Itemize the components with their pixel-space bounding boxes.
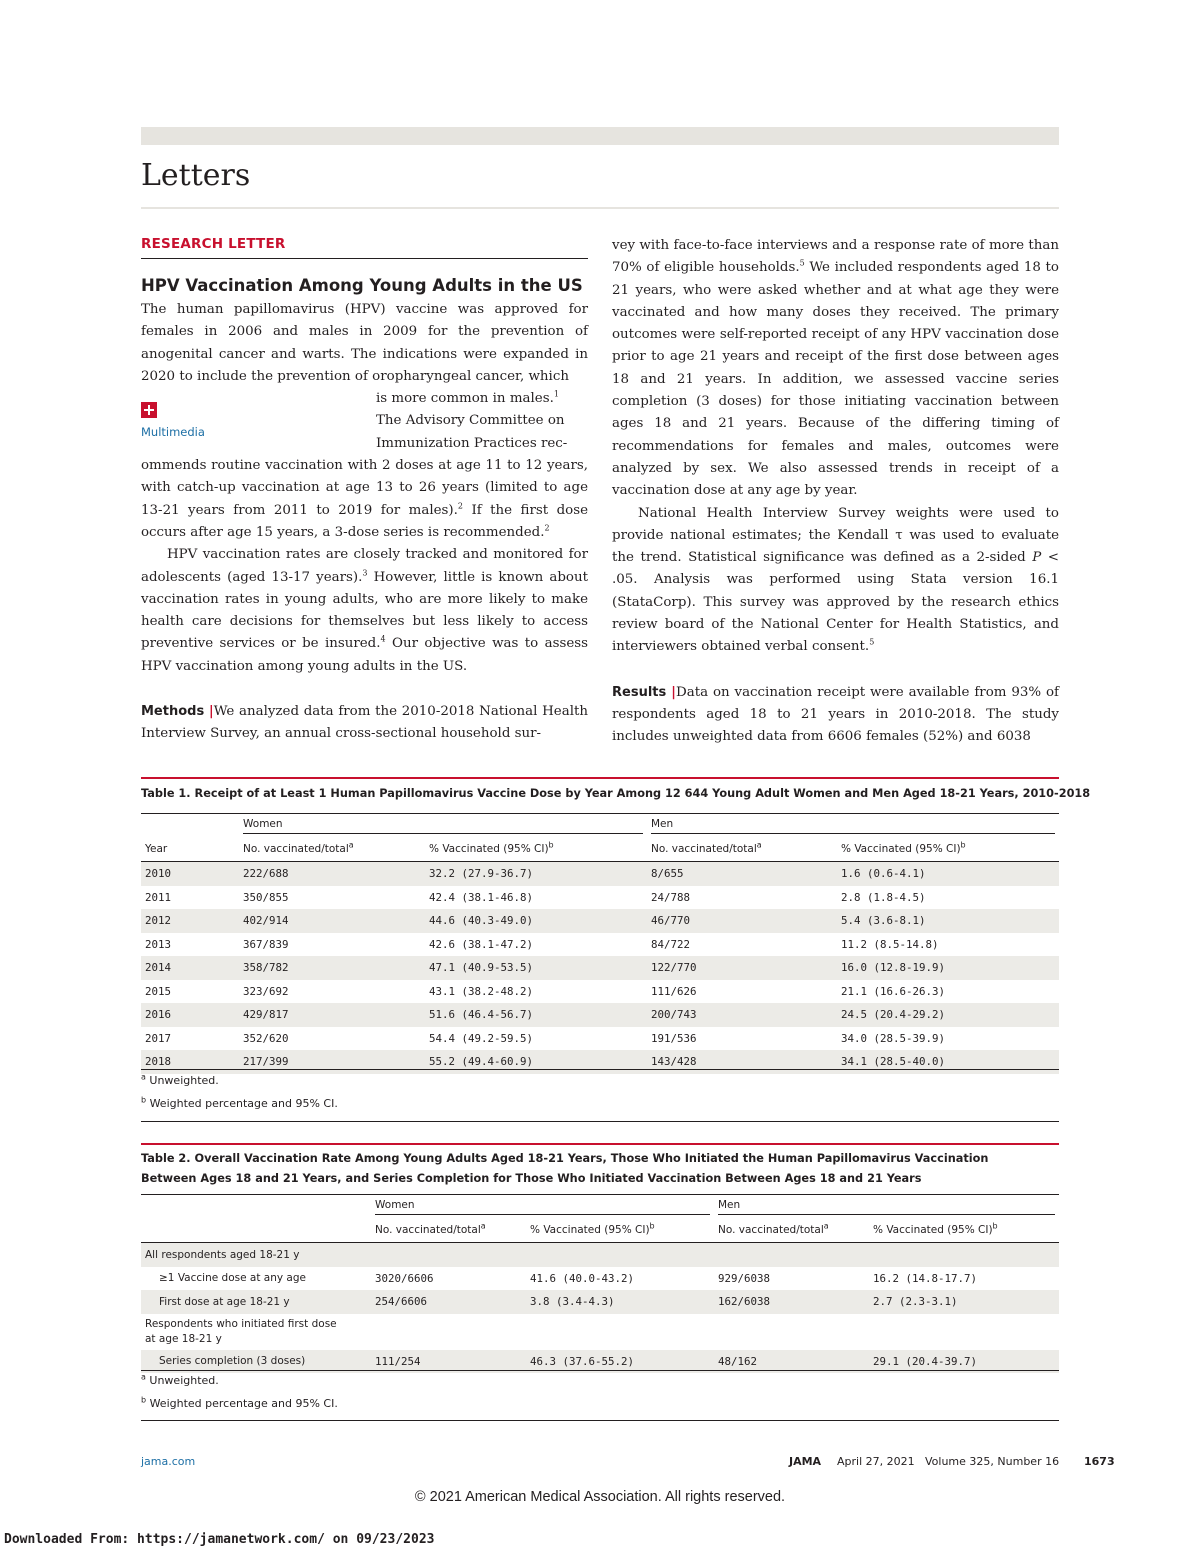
table-section-row bbox=[141, 1243, 1059, 1267]
table2-section-initiated bbox=[141, 1314, 1059, 1350]
cell-men-pct: 29.1 (20.4-39.7) bbox=[869, 1350, 1059, 1374]
cell-men-no: 191/536 bbox=[651, 1031, 697, 1045]
footer-journal: JAMA bbox=[789, 1455, 822, 1468]
methods-heading: Methods bbox=[141, 704, 205, 720]
cell-women-pct: 55.2 (49.4-60.9) bbox=[425, 1050, 647, 1074]
cell-women-pct: 47.1 (40.9-53.5) bbox=[425, 956, 647, 980]
table2-header-row bbox=[141, 1219, 1059, 1243]
footnote-text: Weighted percentage and 95% CI. bbox=[149, 1097, 338, 1110]
table2-section-all-respondents: All respondents aged 18-21 y bbox=[141, 1243, 1059, 1267]
cell-year: 2018 bbox=[141, 1050, 239, 1074]
table2-label: Table 2. bbox=[141, 1152, 191, 1165]
cell-women-no: 217/399 bbox=[239, 1050, 425, 1074]
col-no-label: No. vaccinated/total bbox=[718, 1224, 824, 1237]
cell-women-no: 358/782 bbox=[239, 956, 425, 980]
table1-label: Table 1. bbox=[141, 787, 191, 800]
footer-url-link[interactable]: jama.com bbox=[141, 1455, 196, 1468]
cell-men-pct: 34.0 (28.5-39.9) bbox=[841, 1031, 946, 1045]
table-row bbox=[141, 909, 1059, 933]
table1-col-women-no bbox=[239, 838, 425, 862]
col-pct-label: % Vaccinated (95% CI) bbox=[873, 1224, 993, 1237]
cell-men-no: 84/722 bbox=[651, 937, 691, 951]
cell-year: 2016 bbox=[141, 1003, 239, 1027]
intro-text-d: If the first dose occurs after age 15 years, a 3-dose series is recommended. bbox=[141, 502, 589, 540]
cell-women-no: 254/6606 bbox=[371, 1290, 526, 1314]
footnote-marker: b bbox=[141, 1395, 147, 1405]
col-no-label: No. vaccinated/total bbox=[651, 843, 757, 856]
cell-women-no: 222/688 bbox=[239, 862, 425, 886]
cell-men-no: 111/626 bbox=[651, 984, 697, 998]
cell-men-no: 24/788 bbox=[651, 890, 691, 904]
left-column bbox=[141, 299, 588, 746]
section2-line-1: Respondents who initiated first dose bbox=[145, 1317, 337, 1330]
col-pct-label: % Vaccinated (95% CI) bbox=[530, 1224, 650, 1237]
table2-footnote-b bbox=[141, 1397, 338, 1410]
cell-women-pct: 32.2 (27.9-36.7) bbox=[425, 862, 647, 886]
cell-men-no: 143/428 bbox=[647, 1050, 837, 1074]
paragraph-2 bbox=[141, 544, 588, 678]
cell-men-pct: 24.5 (20.4-29.2) bbox=[837, 1003, 1059, 1027]
citation-ref[interactable]: 4 bbox=[380, 634, 386, 644]
p-value-symbol: P bbox=[1032, 550, 1042, 566]
cell-men-pct: 34.1 (28.5-40.0) bbox=[837, 1050, 1059, 1074]
table2-group-women bbox=[371, 1195, 714, 1219]
table-row bbox=[141, 980, 1059, 1004]
cell-year: 2010 bbox=[141, 862, 239, 886]
results-text: Data on vaccination receipt were available from 93% of respondents aged 18 to 21 years in 2010-2018. The study includes unweighted data from 6606 females (52%) and 6038 bbox=[612, 684, 1059, 745]
kicker-divider bbox=[141, 258, 588, 259]
col-no-label: No. vaccinated/total bbox=[375, 1224, 481, 1237]
cell-women-pct: 43.1 (38.2-48.2) bbox=[429, 984, 534, 998]
right-column bbox=[612, 235, 1059, 749]
methods-paragraph bbox=[141, 700, 588, 746]
table1 bbox=[141, 813, 1059, 1074]
table1-header-row bbox=[141, 838, 1059, 862]
col-pct-label: % Vaccinated (95% CI) bbox=[429, 843, 549, 856]
header-bar bbox=[141, 127, 1059, 145]
cell-row-label: First dose at age 18-21 y bbox=[141, 1290, 371, 1314]
cell-men-no: 162/6038 bbox=[714, 1290, 869, 1314]
para2-text-a: HPV vaccination rates are closely tracked and monitored for adolescents (aged 13-17 years). bbox=[141, 547, 588, 585]
footnote-marker: a bbox=[141, 1372, 146, 1382]
footnote-marker: b bbox=[960, 840, 966, 850]
table2-caption bbox=[141, 1149, 1059, 1189]
table2-caption-line-2: Between Ages 18 and 21 Years, and Series Completion for Those Who Initiated Vaccination Between Ages 18 and 21 Years bbox=[141, 1172, 922, 1185]
cell-women-no: 323/692 bbox=[243, 984, 289, 998]
cell-row-label: ≥1 Vaccine dose at any age bbox=[159, 1272, 306, 1285]
table1-caption bbox=[141, 784, 1090, 804]
footnote-marker: a bbox=[348, 840, 354, 850]
table-row bbox=[141, 1027, 1059, 1051]
cell-men-no: 122/770 bbox=[647, 956, 837, 980]
table2-group-women-label: Women bbox=[375, 1199, 710, 1215]
right-p1-text-b: We included respondents aged 18 to 21 years, who were asked whether and at what age they were vaccinated and how many doses they received. The primary outcomes were self-reported receipt of any HPV vaccination dose prior to age 21 years and receipt of the first dose between ages 18 and 21 years. In addition, we assessed vaccine series completion (3 doses) for those initiating vaccination between ages 18 and 21 years. Because of the differing timing of recommendations for females and males, outcomes were analyzed by sex. We also assessed trends in receipt of a vaccination dose at any age by year. bbox=[612, 260, 1059, 499]
intro-paragraph-a: The human papillomavirus (HPV) vaccine was approved for females in 2006 and males in 2009 for the prevention of anogenital cancer and warts. The indications were expanded in 2020 to include the prevention of oropharyngeal cancer, which bbox=[141, 302, 588, 384]
table2-group-men-label: Men bbox=[718, 1199, 1055, 1215]
footer-volume: Volume 325, Number 16 bbox=[925, 1455, 1060, 1468]
cell-men-no: 200/743 bbox=[647, 1003, 837, 1027]
table1-top-rule bbox=[141, 777, 1059, 779]
section2-line-2: at age 18-21 y bbox=[145, 1332, 222, 1345]
footer-page-number: 1673 bbox=[1084, 1455, 1115, 1468]
footnote-marker: b bbox=[141, 1095, 147, 1105]
footnote-marker: b bbox=[649, 1221, 655, 1231]
footnote-marker: b bbox=[992, 1221, 998, 1231]
table2-caption-text-1: Overall Vaccination Rate Among Young Adults Aged 18-21 Years, Those Who Initiated the Human Papillomavirus Vaccination bbox=[194, 1152, 989, 1165]
table2-footnote-a bbox=[141, 1374, 219, 1387]
cell-men-no: 48/162 bbox=[714, 1350, 869, 1374]
citation-ref[interactable]: 5 bbox=[799, 258, 805, 268]
table-row bbox=[141, 1003, 1059, 1027]
table-section-row bbox=[141, 1314, 1059, 1350]
article-kicker: RESEARCH LETTER bbox=[141, 236, 286, 252]
cell-men-no: 929/6038 bbox=[718, 1271, 771, 1285]
table2-bottom-rule bbox=[141, 1370, 1059, 1371]
right-paragraph-2 bbox=[612, 503, 1059, 659]
cell-year: 2017 bbox=[145, 1031, 172, 1045]
table1-end-divider bbox=[141, 1121, 1059, 1122]
footnote-marker: a bbox=[480, 1221, 486, 1231]
table-row bbox=[141, 956, 1059, 980]
copyright-notice: © 2021 American Medical Association. All rights reserved. bbox=[414, 1489, 786, 1505]
cell-men-pct: 2.8 (1.8-4.5) bbox=[841, 890, 926, 904]
citation-ref[interactable]: 2 bbox=[457, 501, 463, 511]
cell-women-no: 350/855 bbox=[243, 890, 289, 904]
cell-women-pct: 44.6 (40.3-49.0) bbox=[425, 909, 647, 933]
footer-date: April 27, 2021 bbox=[837, 1455, 915, 1468]
cell-women-pct: 41.6 (40.0-43.2) bbox=[530, 1271, 635, 1285]
col-no-label: No. vaccinated/total bbox=[243, 843, 349, 856]
table1-bottom-rule bbox=[141, 1069, 1059, 1070]
cell-men-pct: 16.0 (12.8-19.9) bbox=[837, 956, 1059, 980]
cell-year: 2014 bbox=[141, 956, 239, 980]
runin-separator: | bbox=[208, 703, 214, 720]
cell-women-no: 111/254 bbox=[371, 1350, 526, 1374]
cell-women-pct: 46.3 (37.6-55.2) bbox=[526, 1350, 714, 1374]
table1-col-men-no bbox=[647, 838, 837, 862]
citation-ref[interactable]: 2 bbox=[544, 523, 550, 533]
table1-group-row bbox=[141, 814, 1059, 838]
section-divider bbox=[141, 207, 1059, 209]
intro-wrap-block bbox=[376, 388, 588, 455]
table2-col-empty bbox=[141, 1219, 371, 1243]
table2-end-divider bbox=[141, 1420, 1059, 1421]
table1-group-women bbox=[239, 814, 647, 838]
methods-text: We analyzed data from the 2010-2018 National Health Interview Survey, an annual cross-sectional household sur- bbox=[141, 704, 588, 742]
multimedia-icon[interactable] bbox=[141, 402, 157, 418]
table2-col-women-pct bbox=[526, 1219, 714, 1243]
right-p1-text-a: vey with face-to-face interviews and a response rate of more than 70% of eligible households. bbox=[612, 238, 1059, 276]
table-row bbox=[141, 1290, 1059, 1314]
section-title: Letters bbox=[141, 158, 251, 193]
footnote-marker: a bbox=[823, 1221, 829, 1231]
table1-footnote-b bbox=[141, 1097, 338, 1110]
table2-group-empty bbox=[141, 1195, 371, 1219]
citation-ref[interactable]: 3 bbox=[362, 568, 368, 578]
intro-text-c: ommends routine vaccination with 2 doses at age 11 to 12 years, with catch-up vaccination at age 13 to 26 years (limited to age 13-21 years from 2011 to 2019 for males). bbox=[141, 458, 588, 518]
results-paragraph bbox=[612, 681, 1059, 749]
cell-women-no: 3020/6606 bbox=[375, 1271, 434, 1285]
intro-text-b1: is more common in males. bbox=[376, 391, 554, 407]
cell-year: 2011 bbox=[145, 890, 172, 904]
table2-col-men-no bbox=[714, 1219, 869, 1243]
table2-group-row bbox=[141, 1195, 1059, 1219]
cell-men-no: 8/655 bbox=[647, 862, 837, 886]
cell-year: 2015 bbox=[145, 984, 172, 998]
table1-group-women-label: Women bbox=[243, 818, 643, 834]
cell-women-no: 429/817 bbox=[239, 1003, 425, 1027]
runin-separator: | bbox=[671, 683, 676, 700]
cell-women-no: 352/620 bbox=[243, 1031, 289, 1045]
results-heading: Results bbox=[612, 684, 667, 700]
intro-wrap-line-2: The Advisory Committee on bbox=[376, 413, 565, 429]
right-p2-text-a: National Health Interview Survey weights were used to provide national estimates; the Kendall τ was used to evaluate the trend. Statistical significance was defined as a 2-sided bbox=[612, 505, 1059, 566]
intro-wrap-line-3: Immunization Practices rec- bbox=[376, 435, 568, 451]
table2-top-rule bbox=[141, 1143, 1059, 1145]
cell-men-pct: 21.1 (16.6-26.3) bbox=[841, 984, 946, 998]
table-row bbox=[141, 862, 1059, 886]
para2-text-c: Our objective was to assess HPV vaccination among young adults in the US. bbox=[141, 636, 588, 674]
table2-caption-line-1 bbox=[141, 1149, 1059, 1169]
footnote-text: Unweighted. bbox=[149, 1374, 219, 1387]
footnote-text: Weighted percentage and 95% CI. bbox=[149, 1397, 338, 1410]
table1-col-men-pct bbox=[837, 838, 1059, 862]
cell-year: 2012 bbox=[141, 909, 239, 933]
cell-men-pct: 1.6 (0.6-4.1) bbox=[837, 862, 1059, 886]
table1-footnote-a bbox=[141, 1074, 219, 1087]
footnote-marker: a bbox=[141, 1072, 146, 1082]
cell-men-pct: 2.7 (2.3-3.1) bbox=[869, 1290, 1059, 1314]
intro-wrap-line-1 bbox=[376, 388, 588, 410]
right-paragraph-1 bbox=[612, 235, 1059, 503]
table-row bbox=[141, 933, 1059, 957]
table2-col-women-no bbox=[371, 1219, 526, 1243]
table1-col-year: Year bbox=[141, 838, 239, 862]
footnote-text: Unweighted. bbox=[149, 1074, 219, 1087]
cell-men-no: 46/770 bbox=[647, 909, 837, 933]
cell-men-pct: 11.2 (8.5-14.8) bbox=[841, 937, 939, 951]
cell-row-label: Series completion (3 doses) bbox=[141, 1350, 371, 1374]
cell-men-pct: 16.2 (14.8-17.7) bbox=[873, 1271, 978, 1285]
table1-caption-text: Receipt of at Least 1 Human Papillomavirus Vaccine Dose by Year Among 12 644 Young Adult Women and Men Aged 18-21 Years, 2010-2018 bbox=[194, 787, 1091, 800]
citation-ref[interactable]: 1 bbox=[553, 389, 559, 399]
col-pct-label: % Vaccinated (95% CI) bbox=[841, 843, 961, 856]
article-title: HPV Vaccination Among Young Adults in the US bbox=[141, 276, 583, 295]
cell-women-no: 367/839 bbox=[243, 937, 289, 951]
cell-women-pct: 51.6 (46.4-56.7) bbox=[425, 1003, 647, 1027]
cell-women-pct: 54.4 (49.2-59.5) bbox=[429, 1031, 534, 1045]
citation-ref[interactable]: 5 bbox=[869, 637, 875, 647]
download-stamp: Downloaded From: https://jamanetwork.com/ on 09/23/2023 bbox=[4, 1532, 435, 1547]
cell-women-pct: 42.6 (38.1-47.2) bbox=[429, 937, 534, 951]
table2 bbox=[141, 1194, 1059, 1373]
table-row bbox=[141, 886, 1059, 910]
table1-group-men bbox=[647, 814, 1059, 838]
cell-women-no: 402/914 bbox=[239, 909, 425, 933]
table1-group-men-label: Men bbox=[651, 818, 1055, 834]
cell-year: 2013 bbox=[145, 937, 172, 951]
cell-women-pct: 42.4 (38.1-46.8) bbox=[429, 890, 534, 904]
table2-col-men-pct bbox=[869, 1219, 1059, 1243]
cell-women-pct: 3.8 (3.4-4.3) bbox=[526, 1290, 714, 1314]
multimedia-link[interactable]: Multimedia bbox=[141, 425, 205, 439]
table-row bbox=[141, 1267, 1059, 1291]
table1-col-women-pct bbox=[425, 838, 647, 862]
footnote-marker: a bbox=[756, 840, 762, 850]
para2-text-b: However, little is known about vaccination rates in young adults, who are more likely to make health care decisions for themselves but less likely to access preventive services or be insured. bbox=[141, 569, 588, 652]
footnote-marker: b bbox=[548, 840, 554, 850]
table2-group-men bbox=[714, 1195, 1059, 1219]
table1-group-empty bbox=[141, 814, 239, 838]
right-p2-text-b: < .05. Analysis was performed using Stata version 16.1 (StataCorp). This survey was approved by the research ethics review board of the National Center for Health Statistics, and interviewers obtained verbal consent. bbox=[612, 550, 1059, 655]
intro-paragraph-c bbox=[141, 455, 588, 544]
cell-men-pct: 5.4 (3.6-8.1) bbox=[837, 909, 1059, 933]
